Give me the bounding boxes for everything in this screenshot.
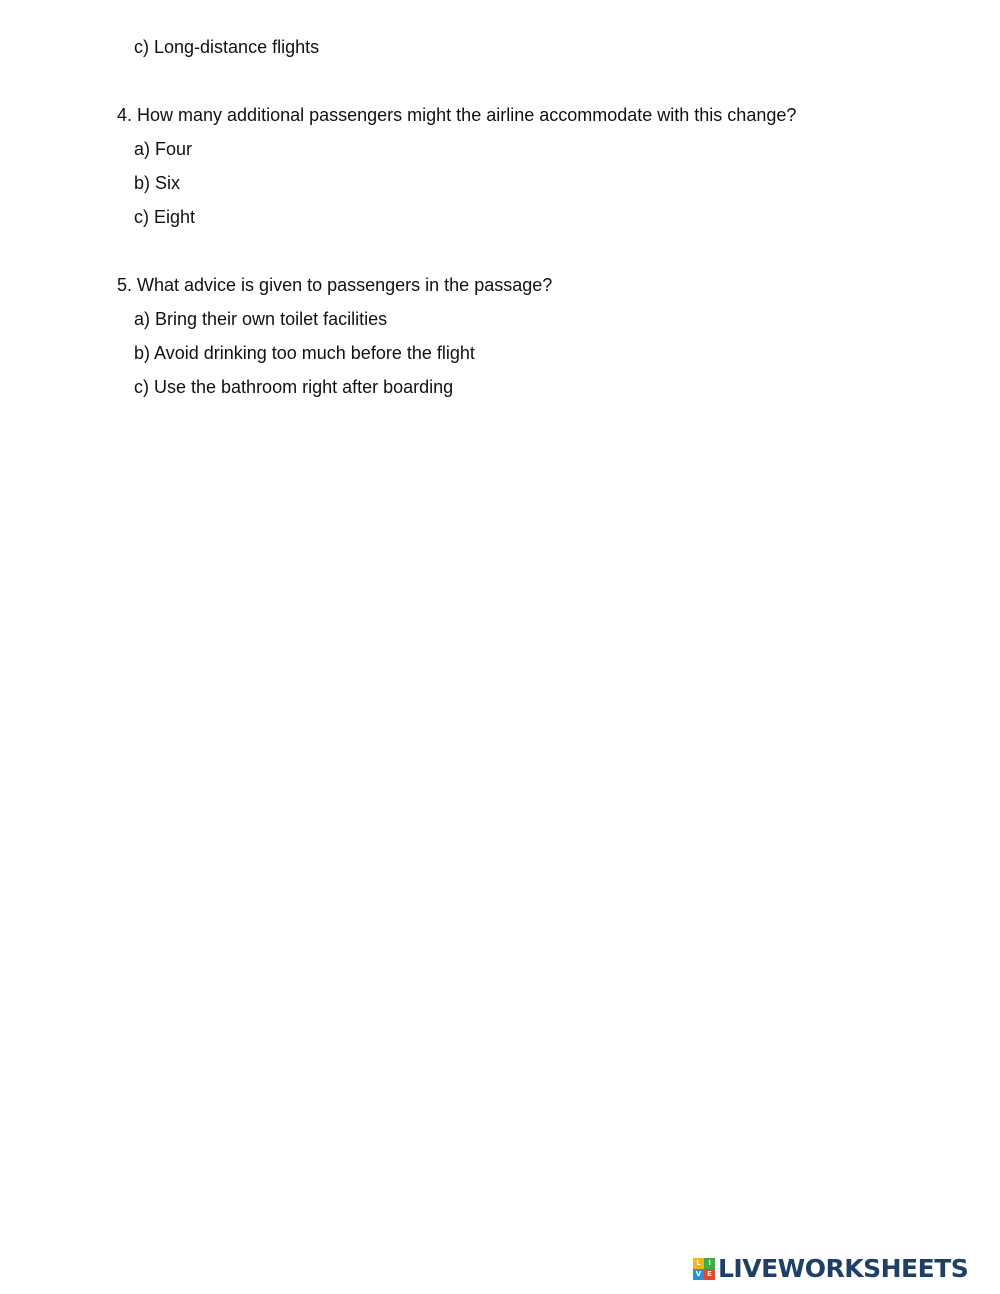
liveworksheets-logo <box>693 1256 968 1282</box>
question-4-option-c: c) Eight <box>134 207 196 227</box>
logo-letter-l: L <box>693 1258 704 1269</box>
question-5-option-b: b) Avoid drinking too much before the flight <box>134 343 475 363</box>
option-c-previous-question: c) Long-distance flights <box>134 37 320 57</box>
question-4-option-b: b) Six <box>134 173 181 193</box>
question-5-option-c: c) Use the bathroom right after boarding <box>134 377 454 397</box>
question-5-text: 5. What advice is given to passengers in the passage? <box>117 275 553 295</box>
question-4-text: 4. How many additional passengers might the airline accommodate with this change? <box>117 105 797 125</box>
question-4-option-a: a) Four <box>134 139 193 159</box>
brand-wordmark: LIVEWORKSHEETS <box>718 1254 969 1283</box>
logo-letter-i: I <box>704 1258 715 1269</box>
question-5-option-a: a) Bring their own toilet facilities <box>134 309 388 329</box>
logo-letter-e: E <box>704 1269 715 1280</box>
logo-letter-v: V <box>693 1269 704 1280</box>
logo-grid-icon <box>693 1258 715 1280</box>
